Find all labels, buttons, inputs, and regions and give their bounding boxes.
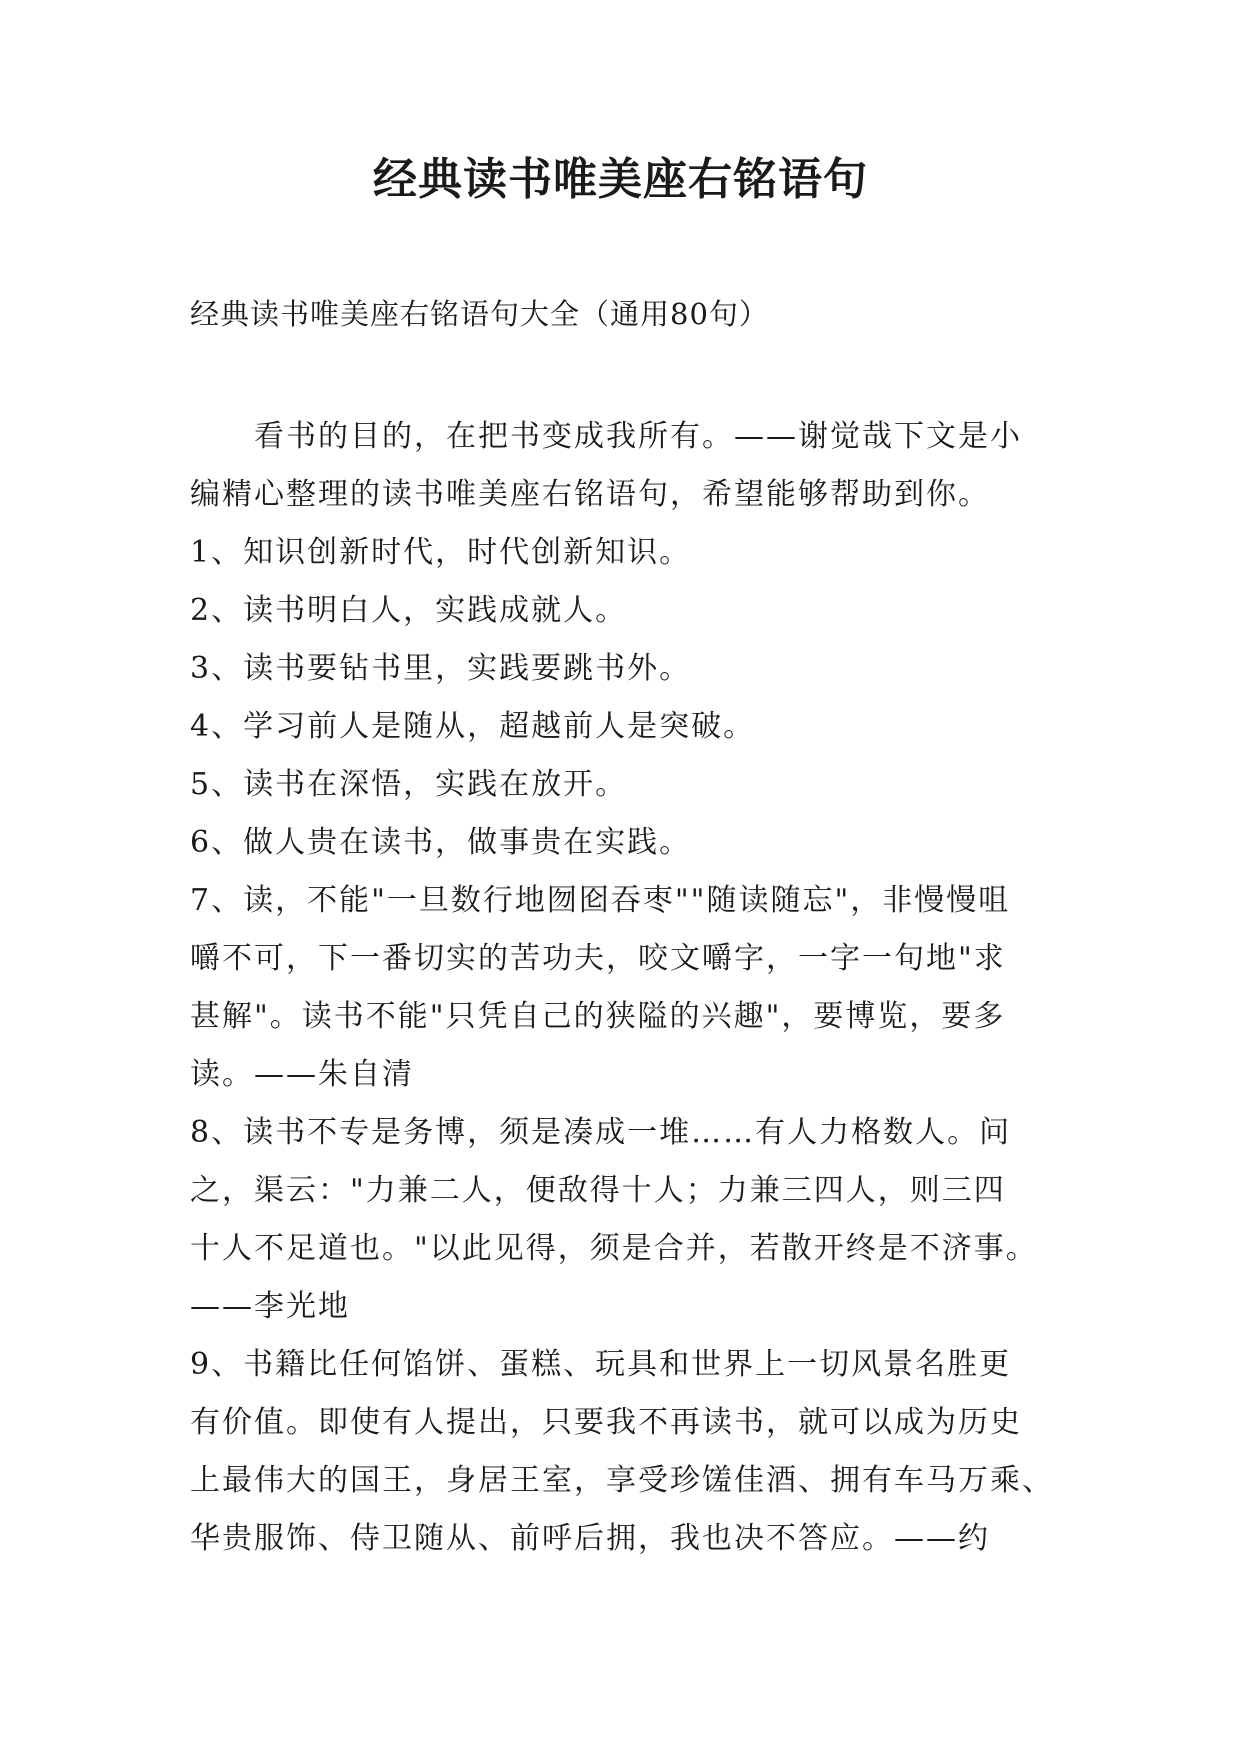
body-line: 2、读书明白人，实践成就人。 bbox=[190, 593, 628, 628]
document-body bbox=[190, 408, 1070, 1568]
body-line: 8、读书不专是务博，须是凑成一堆……有人力格数人。问 bbox=[190, 1115, 1012, 1150]
body-line: 3、读书要钻书里，实践要跳书外。 bbox=[190, 651, 692, 686]
body-line: 读。——朱自清 bbox=[190, 1057, 414, 1092]
body-line: 华贵服饰、侍卫随从、前呼后拥，我也决不答应。——约 bbox=[190, 1521, 990, 1556]
document-title: 经典读书唯美座右铭语句 bbox=[373, 154, 868, 205]
body-line: 十人不足道也。"以此见得，须是合并，若散开终是不济事。 bbox=[190, 1231, 1038, 1266]
body-line: 9、书籍比任何馅饼、蛋糕、玩具和世界上一切风景名胜更 bbox=[190, 1347, 1012, 1382]
body-line: 有价值。即使有人提出，只要我不再读书，就可以成为历史 bbox=[190, 1405, 1022, 1440]
body-line: 看书的目的，在把书变成我所有。——谢觉哉下文是小 bbox=[254, 419, 1022, 454]
body-line: 6、做人贵在读书，做事贵在实践。 bbox=[190, 825, 692, 860]
body-line: 甚解"。读书不能"只凭自己的狭隘的兴趣"，要博览，要多 bbox=[190, 999, 1006, 1034]
body-line: ——李光地 bbox=[190, 1289, 350, 1324]
body-line: 1、知识创新时代，时代创新知识。 bbox=[190, 535, 692, 570]
body-line: 4、学习前人是随从，超越前人是突破。 bbox=[190, 709, 756, 744]
body-line: 上最伟大的国王，身居王室，享受珍馐佳酒、拥有车马万乘、 bbox=[190, 1463, 1054, 1498]
body-line: 7、读，不能"一旦数行地囫囵吞枣""随读随忘"，非慢慢咀 bbox=[190, 883, 1011, 918]
document-subtitle: 经典读书唯美座右铭语句大全（通用80句） bbox=[190, 297, 769, 331]
body-line: 5、读书在深悟，实践在放开。 bbox=[190, 767, 628, 802]
body-line: 嚼不可，下一番切实的苦功夫，咬文嚼字，一字一句地"求 bbox=[190, 941, 1006, 976]
body-line: 编精心整理的读书唯美座右铭语句，希望能够帮助到你。 bbox=[190, 477, 990, 512]
body-line: 之，渠云："力兼二人，便敌得十人；力兼三四人，则三四 bbox=[190, 1173, 1006, 1208]
